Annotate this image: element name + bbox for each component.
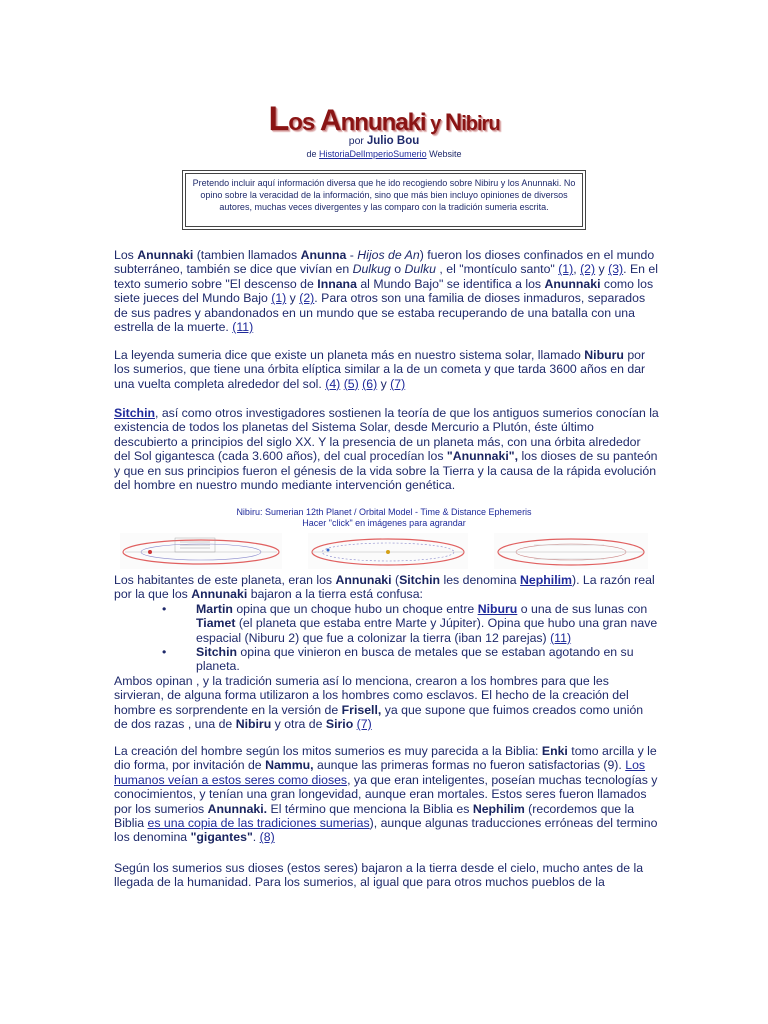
reference-link[interactable]: (6): [362, 376, 378, 391]
title-part: os: [288, 109, 320, 136]
text: y otra de: [271, 717, 326, 732]
italic-term: Dulkug: [352, 262, 391, 277]
reference-link[interactable]: (1): [271, 291, 287, 306]
text: El término que menciona la Biblia es: [267, 801, 473, 816]
bold-term: Niburu: [584, 348, 624, 362]
bible-copy-link[interactable]: es una copia de las tradiciones sumerias: [147, 816, 370, 831]
paragraph-anunnaki: [114, 248, 660, 334]
text: por los sumerios, que tiene una órbita elíptica similar a la de un cometa y que tarda 3600 años en dar una vuelta completa alrededor del sol.: [114, 348, 646, 391]
figure-caption: [0, 507, 768, 529]
paragraph-inhabitants: [114, 573, 660, 731]
reference-link[interactable]: (3): [608, 262, 624, 277]
source-line: [0, 149, 768, 159]
text: La creación del hombre según los mitos sumerios es muy parecida a la Biblia:: [114, 744, 542, 758]
text: Los: [114, 248, 138, 262]
text: .: [252, 830, 260, 845]
bold-term: Innana: [317, 276, 357, 291]
author-name: Julio Bou: [366, 135, 420, 147]
reference-link[interactable]: (8): [259, 830, 275, 845]
bold-term: Nibiru: [235, 717, 272, 732]
orbital-model-thumbnail[interactable]: [308, 533, 468, 569]
text: Ambos opinan , y la tradición sumeria así lo menciona, crearon a los hombres para que les sirvieran, de alguna forma utilizaron a los hombres como esclavos. El hecho de la creación del hombre es sorprendente en la versión de: [114, 673, 629, 717]
sitchin-link[interactable]: Sitchin: [114, 406, 155, 420]
bold-term: Sirio: [325, 717, 354, 732]
text: aunque las primeras formas no fueron satisfactorias (9).: [313, 758, 626, 773]
nephilim-link[interactable]: Nephilim: [520, 573, 572, 587]
caption-line: Nibiru: Sumerian 12th Planet / Orbital Model - Time & Distance Ephemeris: [236, 507, 532, 517]
reference-link[interactable]: (11): [232, 320, 254, 335]
text: opina que vinieron en busca de metales que se estaban agotando en su planeta.: [196, 645, 634, 674]
bullet-icon: •: [162, 645, 167, 660]
text: y: [595, 262, 609, 277]
source-suffix: Website: [429, 149, 462, 159]
text: , el "montículo santo": [436, 262, 559, 277]
paragraph-creation: [114, 674, 660, 732]
italic-term: Hijos de An: [357, 248, 420, 262]
text: -: [346, 248, 358, 262]
bold-term: Anunna: [300, 248, 347, 262]
bold-term: Frisell,: [341, 702, 382, 717]
text: , ya que eran inteligentes, poseían muchas tecnologías y conocimientos, y tenían una gran longevidad, aunque eran mortales. Estos seres fueron llamados por los sumerios: [114, 772, 658, 816]
text: ) fueron los dioses confinados en el mundo subterráneo, también se dice que vivían en: [114, 248, 655, 277]
bold-term: Anunnaki: [137, 248, 194, 262]
bullet-icon: •: [162, 601, 167, 616]
intro-box: [182, 170, 586, 230]
reference-link[interactable]: (7): [390, 376, 406, 391]
title-letter: L: [268, 100, 289, 138]
bold-term: "gigantes": [190, 830, 253, 845]
text: (tambien llamados: [193, 248, 301, 262]
reference-link[interactable]: (5): [343, 376, 359, 391]
list-item: [114, 602, 660, 645]
text: (el planeta que estaba entre Marte y Júpiter). Opina que hubo una gran nave espacial (Niburu 2) que fue a colonizar la tierra (iban 12 parejas): [196, 616, 658, 645]
text: Los habitantes de este planeta, eran los: [114, 573, 336, 587]
title-part: nnunaki: [340, 109, 426, 136]
text: ,: [573, 262, 581, 277]
text: , así como otros investigadores sostienen la teoría de que los antiguos sumerios conocían la existencia de todos los planetas del Sistema Solar, desde Mercurio a Plutón, éste último descubierto a principios del siglo XX. Y la presencia de un planeta más, con una órbita alrededor del Sol gigantesca (cada 3.600 años), del cual procedían los: [114, 406, 659, 464]
text: La leyenda sumeria dice que existe un planeta más en nuestro sistema solar, llamado: [114, 348, 585, 362]
opinions-list: [114, 602, 660, 674]
intro-text: Pretendo incluir aquí información diversa que he ido recogiendo sobre Nibiru y los Anunnaki. No opino sobre la veracidad de la información, sino que más bien incluyo opiniones de diversos autores, muchas veces divergentes y las comparo con la tradición sumeria escrita.: [185, 173, 583, 227]
caption-line: Hacer "click" en imágenes para agrandar: [302, 518, 466, 528]
text: bajaron a la tierra está confusa:: [247, 587, 423, 602]
source-prefix: de: [306, 149, 317, 159]
humans-gods-link[interactable]: Los humanos veían a estos seres como dioses: [114, 758, 646, 787]
bold-term: Annunaki: [191, 587, 248, 602]
text: al Mundo Bajo" se identifica a los: [356, 276, 545, 291]
text: opina que un choque hubo un choque entre: [232, 601, 478, 616]
reference-link[interactable]: (2): [580, 262, 596, 277]
text: (: [391, 573, 400, 587]
page-title: [0, 100, 768, 139]
text: o: [390, 262, 405, 277]
reference-link[interactable]: (1): [558, 262, 574, 277]
text: ). La razón real por la que los: [114, 573, 655, 602]
bold-term: "Anunnaki",: [446, 449, 519, 464]
paragraph-sitchin: [114, 406, 660, 492]
byline: [0, 135, 768, 147]
bold-term: Tiamet: [196, 616, 236, 631]
reference-link[interactable]: (11): [550, 630, 572, 645]
text: ya que supone que fuimos creados como unión de dos razas , una de: [114, 702, 644, 732]
reference-link[interactable]: (2): [299, 291, 315, 306]
title-part: ibiru: [461, 113, 500, 135]
list-item: [114, 645, 660, 674]
title-part: y: [425, 113, 445, 135]
bold-term: Annunaki: [335, 573, 392, 587]
bold-term: Sitchin: [399, 573, 441, 587]
bold-term: Sitchin: [196, 645, 237, 660]
italic-term: Dulku: [404, 262, 436, 277]
reference-link[interactable]: (7): [356, 717, 372, 732]
text: o una de sus lunas con: [517, 601, 648, 616]
paragraph-bible: [114, 744, 660, 845]
bold-term: Enki: [541, 744, 568, 758]
niburu-link[interactable]: Niburu: [477, 601, 518, 616]
text: tomo arcilla y le dio forma, por invitación de: [114, 744, 657, 773]
orbital-model-thumbnail[interactable]: [120, 533, 282, 569]
text: les denomina: [440, 573, 521, 587]
source-link[interactable]: HistoriaDelImperioSumerio: [319, 149, 427, 159]
bold-term: Martin: [196, 601, 233, 616]
text: ), aunque algunas traducciones erróneas del termino los denomina: [114, 816, 658, 845]
orbital-model-thumbnail[interactable]: [494, 533, 648, 569]
bold-term: Anunnaki.: [207, 801, 268, 816]
text: como los siete jueces del Mundo Bajo: [114, 276, 654, 306]
by-label: por: [348, 135, 364, 147]
text: (recordemos que la Biblia: [114, 801, 635, 831]
text: los dioses de su panteón y que en sus principios fueron el génesis de la vida sobre la Tierra y la causa de la rápida evolución del hombre en nuestro mundo mediante intervención genética.: [114, 449, 658, 493]
text: y: [377, 376, 391, 391]
reference-link[interactable]: (4): [325, 376, 341, 391]
bold-term: Nammu,: [265, 758, 314, 773]
text: y: [286, 291, 300, 306]
bold-term: Nephilim: [472, 801, 525, 816]
text: . En el texto sumerio sobre "El descenso de: [114, 262, 658, 291]
text: Según los sumerios sus dioses (estos seres) bajaron a la tierra desde el cielo, mucho antes de la llegada de la humanidad. Para los sumerios, al igual que para otros muchos pueblos de la: [114, 861, 644, 890]
bold-term: Anunnaki: [544, 276, 601, 291]
paragraph-niburu: [114, 348, 660, 391]
title-letter: N: [444, 109, 462, 136]
paragraph-descent: [114, 861, 660, 890]
text: . Para otros son una familia de dioses inmaduros, separados de sus padres y abandonados en un mundo que se estaba recuperando de una batalla con una estrella de la muerte.: [114, 291, 646, 335]
title-letter: A: [319, 104, 341, 137]
